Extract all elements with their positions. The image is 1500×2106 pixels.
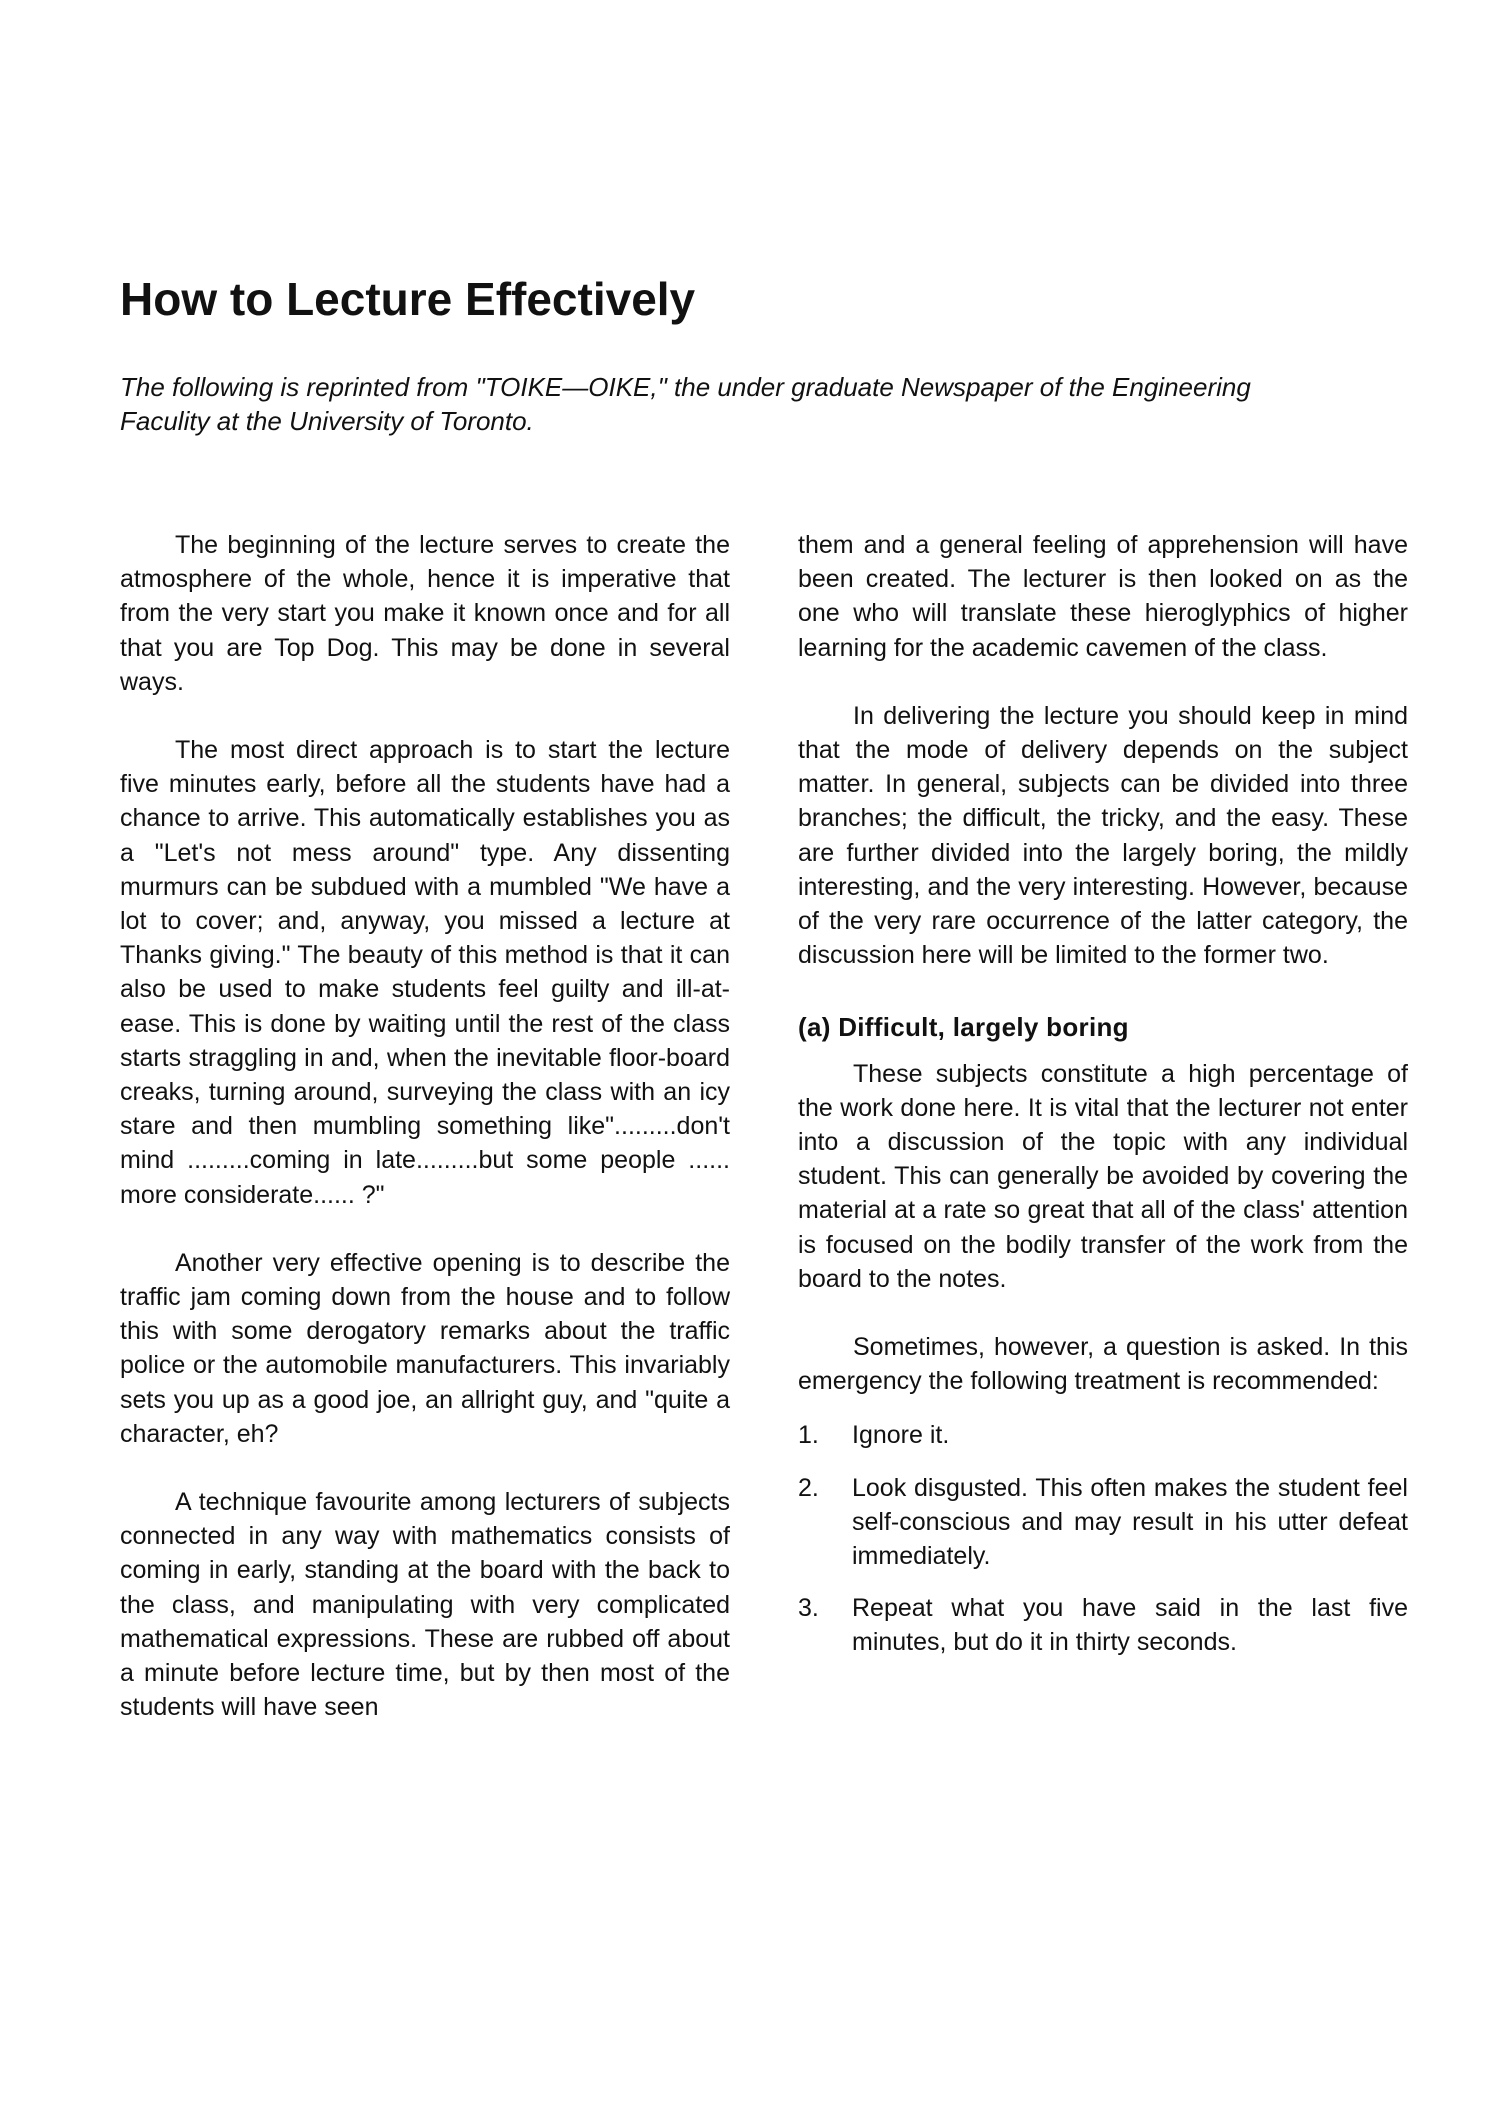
paragraph-delivering: In delivering the lecture you should keep in mind that the mode of delivery depends on the subject matter. In general, subjects can be divided into three branches; the difficult, the tricky, and the easy. These are further divided into the largely boring, the mildly interesting, and the very interesting. However, because of the very rare occurrence of the latter category, the discussion here will be limited to the former two. xyxy=(798,701,1408,970)
list-text: Look disgusted. This often makes the student feel self-conscious and may result in his utter defeat immediately. xyxy=(852,1473,1408,1571)
list-text: Ignore it. xyxy=(852,1421,950,1450)
list-number: 2. xyxy=(798,1473,819,1502)
paragraph-difficult: These subjects constitute a high percentage of the work done here. It is vital that the lecturer not enter into a discussion of the topic with any individual student. This can generally be avoided by covering the material at a rate so great that all of the class' attention is focused on the bodily transfer of the work from the board to the notes. xyxy=(798,1059,1408,1293)
right-column xyxy=(798,528,1408,1678)
paragraph-continued: them and a general feeling of apprehension will have been created. The lecturer is then looked on as the one who will translate these hieroglyphics of higher learning for the academic cavemen of the class. xyxy=(798,531,1408,662)
paragraph-opening: The beginning of the lecture serves to create the atmosphere of the whole, hence it is imperative that from the very start you make it known once and for all that you are Top Dog. This may be done in several ways. xyxy=(120,531,730,696)
list-number: 1. xyxy=(798,1421,819,1450)
paragraph-math-technique: A technique favourite among lecturers of subjects connected in any way with mathematics consists of coming in early, standing at the board with the back to the class, and manipulating with very complicated mathematical expressions. These are rubbed off about a minute before lecture time, but by then most of the students will have seen xyxy=(120,1488,730,1722)
list-item xyxy=(798,1471,1408,1574)
reprint-note: The following is reprinted from "TOIKE—OIKE," the under graduate Newspaper of the Engineering Faculity at the University of Toronto. xyxy=(120,372,1251,436)
list-item xyxy=(798,1418,1408,1452)
paragraph-question: Sometimes, however, a question is asked. In this emergency the following treatment is recommended: xyxy=(798,1333,1408,1396)
list-number: 3. xyxy=(798,1594,819,1623)
section-heading: (a) Difficult, largely boring xyxy=(798,1012,1129,1043)
page-title: How to Lecture Effectively xyxy=(120,273,696,325)
left-column xyxy=(120,528,730,1759)
treatment-list xyxy=(798,1418,1408,1659)
list-item xyxy=(798,1591,1408,1659)
paragraph-direct-approach: The most direct approach is to start the lecture five minutes early, before all the students have had a chance to arrive. This automatically establishes you as a "Let's not mess around" type. Any dissenting murmurs can be subdued with a mumbled "We have a lot to cover; and, anyway, you missed a lecture at Thanks giving." The beauty of this method is that it can also be used to make students feel guilty and ill-at-ease. This is done by waiting until the rest of the class starts straggling in and, when the inevitable floor-board creaks, turning around, surveying the class with an icy stare and then mumbling something like".........don't mind .........coming in late.........but some people ...... more considerate...... ?" xyxy=(120,736,730,1209)
paragraph-traffic-opening: Another very effective opening is to describe the traffic jam coming down from the house and to follow this with some derogatory remarks about the traffic police or the automobile manufacturers. This invariably sets you up as a good joe, an allright guy, and "quite a character, eh? xyxy=(120,1248,730,1448)
list-text: Repeat what you have said in the last five minutes, but do it in thirty seconds. xyxy=(852,1594,1408,1657)
